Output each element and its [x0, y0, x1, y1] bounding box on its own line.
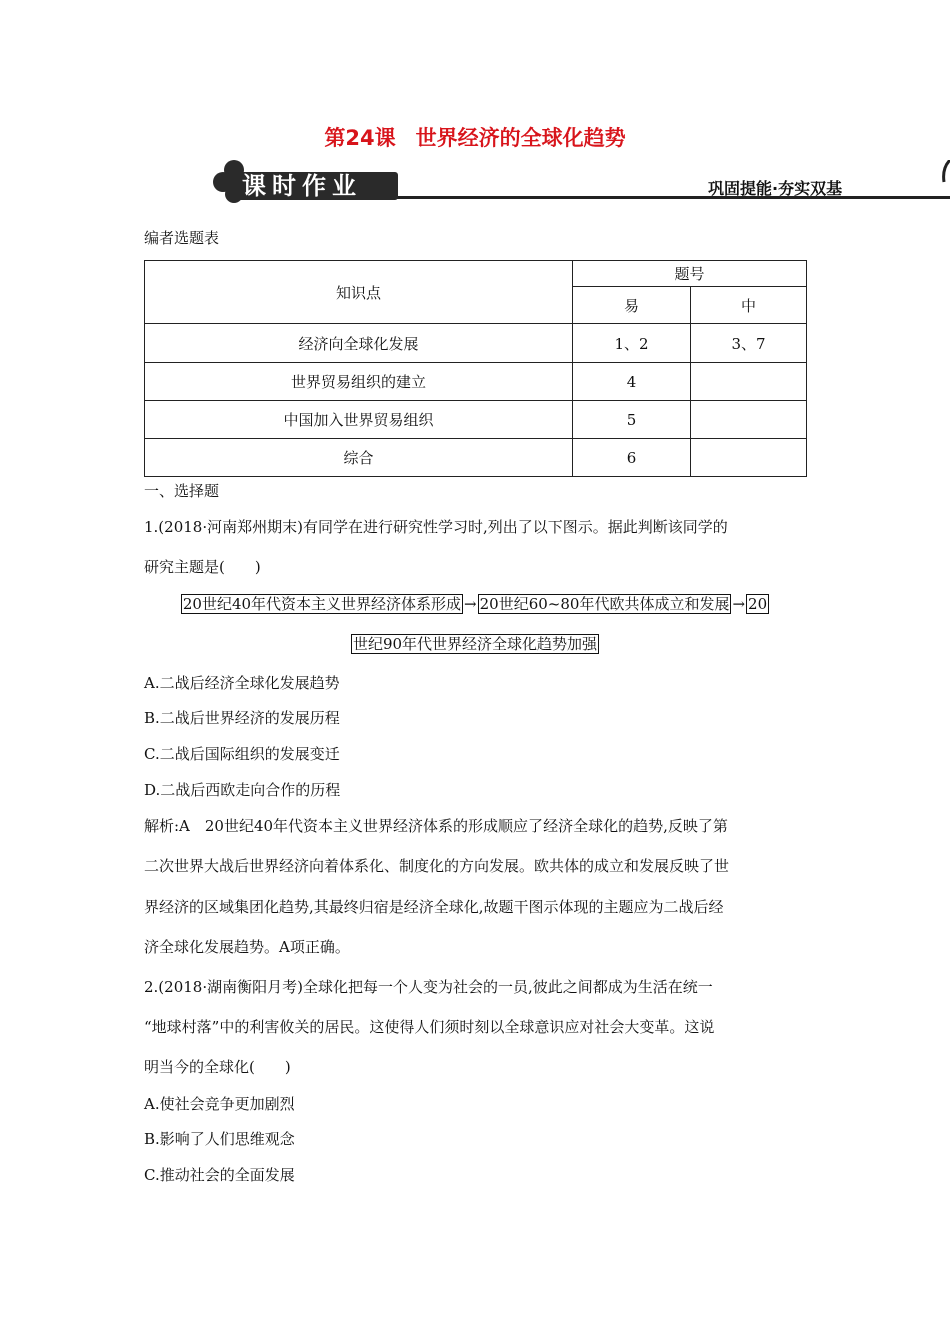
flow-box-3-end: 世纪90年代世界经济全球化趋势加强	[352, 635, 598, 653]
table-cell-easy: 6	[573, 439, 691, 477]
flow-box-1: 20世纪40年代资本主义世界经济体系形成	[182, 595, 462, 613]
q2-option: B.影响了人们思维观念	[144, 1130, 295, 1148]
lesson-title	[0, 122, 950, 152]
table-caption: 编者选题表	[144, 229, 220, 247]
topic-selection-table	[144, 260, 807, 477]
table-cell-easy: 1、2	[573, 324, 691, 363]
table-row	[145, 363, 807, 401]
q1-analysis-line: 界经济的区域集团化趋势,其最终归宿是经济全球化,故题干图示体现的主题应为二战后经	[144, 898, 724, 916]
table-cell-medium	[691, 401, 807, 439]
lesson-number: 第24课	[324, 126, 396, 150]
table-cell-topic: 综合	[145, 439, 573, 477]
q1-option: B.二战后世界经济的发展历程	[144, 709, 340, 727]
q2-option: A.使社会竞争更加剧烈	[144, 1095, 295, 1113]
q2-stem-line: 2.(2018·湖南衡阳月考)全球化把每一个人变为社会的一员,彼此之间都成为生活在统一	[144, 978, 713, 996]
flow-arrow-icon: →	[464, 595, 477, 613]
flow-box-2: 20世纪60~80年代欧共体成立和发展	[479, 595, 730, 613]
q1-flow-diagram	[0, 594, 950, 614]
banner-slogan: 巩固提能·夯实双基	[708, 179, 843, 198]
table-cell-easy: 5	[573, 401, 691, 439]
q1-stem-line: 1.(2018·河南郑州期末)有同学在进行研究性学习时,列出了以下图示。据此判断该同学的	[144, 518, 728, 536]
q2-stem-line: “地球村落”中的利害攸关的居民。这使得人们须时刻以全球意识应对社会大变革。这说	[144, 1018, 715, 1036]
table-row	[145, 439, 807, 477]
q1-option: C.二战后国际组织的发展变迁	[144, 745, 340, 763]
table-cell-topic: 经济向全球化发展	[145, 324, 573, 363]
table-cell-medium: 3、7	[691, 324, 807, 363]
q1-option: A.二战后经济全球化发展趋势	[144, 674, 340, 692]
q1-stem-line: 研究主题是( )	[144, 558, 261, 576]
homework-badge	[228, 172, 398, 200]
corner-curl-icon	[940, 160, 950, 186]
homework-banner	[210, 156, 950, 206]
q1-option: D.二战后西欧走向合作的历程	[144, 781, 341, 799]
q1-analysis-line: 解析:A 20世纪40年代资本主义世界经济体系的形成顺应了经济全球化的趋势,反映了第	[144, 817, 728, 835]
table-cell-topic: 中国加入世界贸易组织	[145, 401, 573, 439]
table-cell-topic: 世界贸易组织的建立	[145, 363, 573, 401]
banner-rule	[375, 196, 950, 199]
medium-header: 中	[691, 287, 807, 324]
table-row	[145, 324, 807, 363]
table-cell-medium	[691, 439, 807, 477]
flow-arrow-icon: →	[732, 595, 746, 613]
number-header: 题号	[573, 261, 807, 287]
table-cell-medium	[691, 363, 807, 401]
table-row	[145, 401, 807, 439]
q1-analysis-line: 济全球化发展趋势。A项正确。	[144, 938, 350, 956]
knowledge-header: 知识点	[145, 261, 573, 324]
q2-stem-line: 明当今的全球化( )	[144, 1058, 291, 1076]
section-heading: 一、选择题	[144, 482, 220, 500]
lesson-topic: 世界经济的全球化趋势	[415, 126, 626, 150]
q1-flow-diagram-continued	[0, 634, 950, 654]
homework-badge-label: 课时作业	[242, 172, 362, 200]
table-cell-easy: 4	[573, 363, 691, 401]
q1-analysis-line: 二次世界大战后世界经济向着体系化、制度化的方向发展。欧共体的成立和发展反映了世	[144, 857, 730, 875]
easy-header: 易	[573, 287, 691, 324]
flow-box-3-start: 20	[748, 595, 768, 613]
table-header-row	[145, 261, 807, 287]
q2-option: C.推动社会的全面发展	[144, 1166, 295, 1184]
